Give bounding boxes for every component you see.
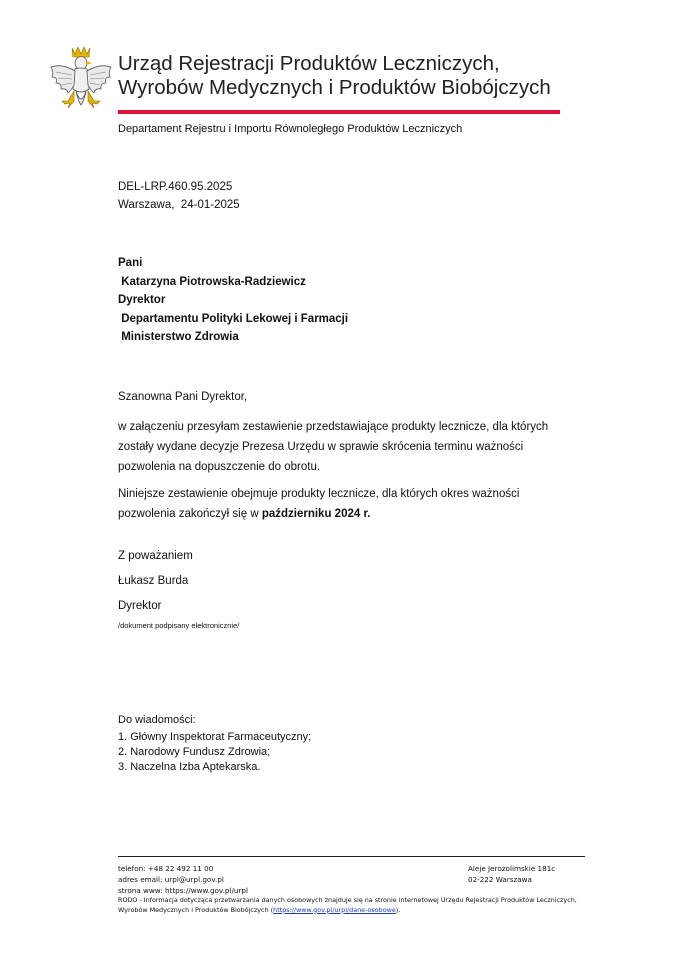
paragraph-2-bold-period: październiku 2024 r. bbox=[261, 508, 371, 520]
recipient-department: Departamentu Polityki Lekowej i Farmacji bbox=[118, 312, 349, 325]
cc-item: 3. Naczelna Izba Aptekarska. bbox=[118, 761, 261, 773]
paragraph-2 bbox=[118, 484, 566, 524]
paragraph-1: w załączeniu przesyłam zestawienie przedstawiające produkty lecznicze, dla których zostały wydane decyzje Prezesa Urzędu w sprawie skrócenia terminu ważności pozwolenia na dopuszczenie do obrotu. bbox=[118, 421, 549, 473]
institution-name-line1: Urząd Rejestracji Produktów Leczniczych, bbox=[118, 52, 500, 75]
signature-note: /dokument podpisany elektronicznie/ bbox=[118, 621, 240, 630]
footer-email: adres email: urpl@urpl.gov.pl bbox=[118, 875, 224, 885]
footer-phone: telefon: +48 22 492 11 00 bbox=[118, 864, 214, 873]
footer-divider bbox=[118, 856, 585, 857]
reference-number: DEL-LRP.460.95.2025 bbox=[118, 181, 233, 193]
signer-title: Dyrektor bbox=[118, 600, 162, 612]
closing-block bbox=[118, 547, 239, 630]
recipient-name: Katarzyna Piotrowska-Radziewicz bbox=[118, 275, 306, 288]
footer-city: 02-222 Warszawa bbox=[468, 875, 532, 885]
cc-item: 1. Główny Inspektorat Farmaceutyczny; bbox=[118, 731, 312, 743]
greeting: Szanowna Pani Dyrektor, bbox=[118, 391, 248, 403]
institution-name-line2: Wyrobów Medycznych i Produktów Biobójczych bbox=[118, 76, 551, 99]
signer-name: Łukasz Burda bbox=[118, 575, 189, 587]
cc-block bbox=[118, 713, 311, 775]
rodo-text: RODO - Informacja dotycząca przetwarzania danych osobowych znajduje się na stronie internetowej Urzędu Rejestracji Produktów Leczniczych, Wyrobów Medycznych i Produktów Biobójczych ( bbox=[118, 896, 577, 914]
footer-street: Aleje Jerozolimskie 181c bbox=[468, 864, 556, 873]
footer-address bbox=[468, 863, 555, 885]
header-accent-bar bbox=[118, 110, 560, 114]
paragraph-2-text: Niniejsze zestawienie obejmuje produkty lecznicze, dla których okres ważności pozwolenia zakończył się w bbox=[118, 488, 520, 520]
place-date: Warszawa, 24-01-2025 bbox=[118, 199, 240, 211]
rodo-notice bbox=[118, 896, 588, 915]
cc-item: 2. Narodowy Fundusz Zdrowia; bbox=[118, 746, 271, 758]
recipient-block bbox=[118, 254, 348, 347]
rodo-link[interactable]: https://www.gov.pl/urpl/dane-osobowe bbox=[273, 905, 396, 914]
cc-heading: Do wiadomości: bbox=[118, 714, 196, 726]
reference-block bbox=[118, 178, 240, 214]
polish-eagle-emblem-icon bbox=[48, 45, 114, 115]
closing-phrase: Z poważaniem bbox=[118, 550, 193, 562]
recipient-ministry: Ministerstwo Zdrowia bbox=[118, 331, 239, 344]
footer-contact bbox=[118, 863, 248, 897]
footer-website: strona www: https://www.gov.pl/urpl bbox=[118, 886, 248, 896]
department-name: Departament Rejestru i Importu Równoległego Produktów Leczniczych bbox=[118, 123, 463, 135]
recipient-position: Dyrektor bbox=[118, 294, 166, 307]
rodo-end: ). bbox=[395, 905, 401, 914]
recipient-title: Pani bbox=[118, 257, 143, 269]
